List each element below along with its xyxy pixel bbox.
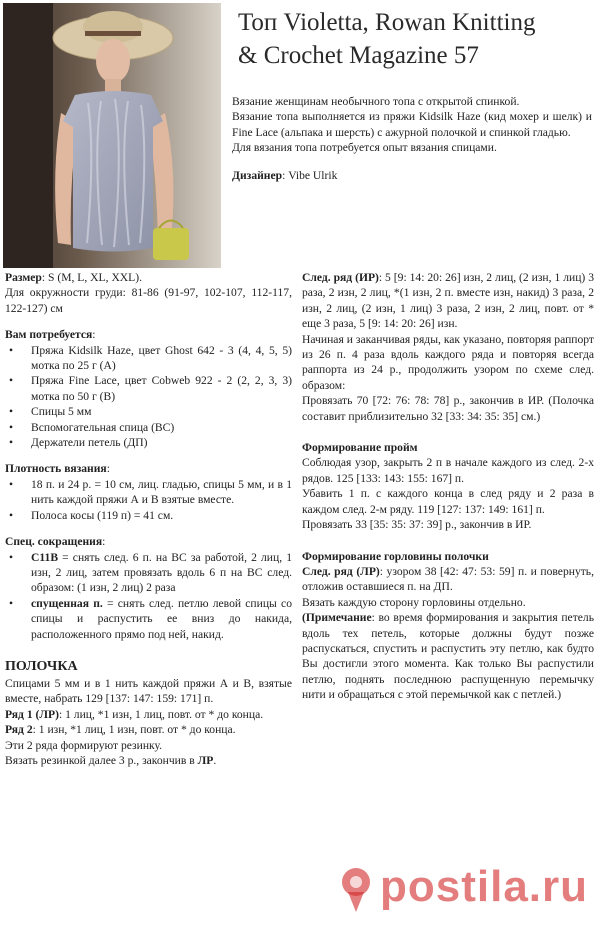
next-row-line: След. ряд (ИР): 5 [9: 14: 20: 26] изн, 2 лиц, (2 изн, 1 лиц) 3 раза, 2 изн, 2 лиц, *(1 изн, 2 п. вместе изн, накид) 3 раза, 2 изн, 2 лиц, (2 изн, 1 лиц) 3 раза, 2 изн, 2 лиц, повт. от * еще 3 раза, 5 [9: 14: 20: 26] изн. bbox=[302, 271, 594, 331]
intro-paragraph: Вязание топа выполняется из пряжи Kidsilk Haze (кид мохер и шелк) и Fine Lace (альпака и шерсть) с ажурной полочкой и спинкой гладью. bbox=[232, 110, 592, 139]
title-line-1: Топ Violetta, Rowan Knitting bbox=[238, 9, 536, 36]
gauge-item: • Полоса косы (119 п) = 41 см. bbox=[9, 508, 174, 522]
size-value: : S (M, L, XL, XXL). bbox=[41, 271, 143, 284]
size-label: Размер bbox=[5, 271, 42, 284]
model-photo bbox=[3, 3, 221, 268]
knit-70-text: Провязать 70 [72: 76: 78: 78] р., закончив в ИР. (Полочка составит приблизительно 32 [33: 34: 35: 35] см.) bbox=[302, 394, 594, 423]
designer-value: : Vibe Ulrik bbox=[282, 168, 338, 182]
armhole-heading: Формирование пройм bbox=[302, 441, 418, 455]
armhole-text: Провязать 33 [35: 35: 37: 39] р., закончив в ИР. bbox=[302, 518, 532, 532]
abbr-item: • C11B = снять след. 6 п. на ВС за работой, 2 лиц, 1 изн, 2 лиц, затем провязать вдоль 6 п на ВС след. образом: (1 изн, 2 лиц) 2 раза bbox=[9, 550, 292, 595]
size-line bbox=[5, 270, 292, 285]
rib-more-line: Вязать резинкой далее 3 р., закончив в ЛР. bbox=[5, 753, 217, 767]
gauge-heading: Плотность вязания: bbox=[5, 462, 110, 476]
intro-paragraph: Вязание женщинам необычного топа с открытой спинкой. bbox=[232, 95, 520, 108]
note-text: (Примечание: во время формирования и закрытия петель вдоль тех петель, которые должны будут позже распускаться, спустить и распустить эту петлю, как будто Вы достигли этого момента. Как только Вы распустили петлю, поднять последнюю распущенную перемычку нити и обращаться с этой перемычкой как с петлей.) bbox=[302, 611, 594, 702]
materials-item: • Спицы 5 мм bbox=[9, 405, 92, 419]
left-column bbox=[5, 270, 292, 768]
row1-line: Ряд 1 (ЛР): 1 лиц, *1 изн, 1 лиц, повт. от * до конца. bbox=[5, 707, 264, 721]
cast-on-text: Спицами 5 мм и в 1 нить каждой пряжи А и В, взятые вместе, набрать 129 [137: 147: 159: 171] п. bbox=[5, 676, 292, 706]
materials-item: • Пряжа Fine Lace, цвет Cobweb 922 - 2 (2, 2, 3, 3) мотка по 50 г (В) bbox=[9, 374, 292, 403]
watermark: postila.ru bbox=[380, 862, 589, 911]
intro-paragraph: Для вязания топа потребуется опыт вязания спицами. bbox=[232, 141, 497, 155]
neckline-row-line: След. ряд (ЛР): узором 38 [42: 47: 53: 59] п. и повернуть, отложив оставшиеся п. на ДП. bbox=[302, 564, 594, 594]
materials-item: • Держатели петель (ДП) bbox=[9, 436, 148, 450]
title-line-2: & Crochet Magazine 57 bbox=[238, 42, 479, 69]
armhole-text: Соблюдая узор, закрыть 2 п в начале каждого из след. 2-х рядов. 125 [133: 143: 155: 167] п. bbox=[302, 456, 594, 485]
right-column bbox=[302, 270, 594, 703]
bust-text: Для окружности груди: 81-86 (91-97, 102-107, 112-117, 122-127) см bbox=[5, 286, 292, 315]
armhole-text: Убавить 1 п. с каждого конца в след ряду и 2 раза в каждом след. 2-м ряду. 119 [127: 137: 149: 161] п. bbox=[302, 487, 594, 516]
abbr-item: • спущенная п. = снять след. петлю левой спицы со спицы и распустить ее вниз до накида, расположенного прямо под ней, накид. bbox=[9, 596, 292, 641]
rib-text: Эти 2 ряда формируют резинку. bbox=[5, 738, 163, 752]
section-title: ПОЛОЧКА bbox=[5, 658, 78, 674]
neckline-text: Вязать каждую сторону горловины отдельно. bbox=[302, 595, 526, 609]
row2-line: Ряд 2: 1 изн, *1 лиц, 1 изн, повт. от * до конца. bbox=[5, 723, 236, 737]
intro-text bbox=[232, 94, 592, 183]
gauge-item: • 18 п. и 24 р. = 10 см, лиц. гладью, спицы 5 мм, и в 1 нить каждой пряжи А и В взятые вместе. bbox=[9, 477, 292, 507]
materials-item: • Пряжа Kidsilk Haze, цвет Ghost 642 - 3 (4, 4, 5, 5) мотка по 25 г (А) bbox=[9, 343, 292, 373]
pin-icon bbox=[338, 866, 374, 914]
neckline-heading: Формирование горловины полочки bbox=[302, 549, 489, 563]
materials-heading: Вам потребуется: bbox=[5, 328, 96, 342]
abbr-heading: Спец. сокращения: bbox=[5, 535, 106, 549]
designer-line bbox=[232, 168, 592, 183]
pattern-text: Начиная и заканчивая ряды, как указано, повторяя раппорт из 26 п. 4 раза вдоль каждого ряда и повторяя всегда раппорта из 24 р., продолжить узором по схеме след. образом: bbox=[302, 332, 594, 392]
materials-item: • Вспомогательная спица (ВС) bbox=[9, 420, 175, 434]
article-title bbox=[238, 6, 593, 72]
designer-label: Дизайнер bbox=[232, 168, 283, 182]
